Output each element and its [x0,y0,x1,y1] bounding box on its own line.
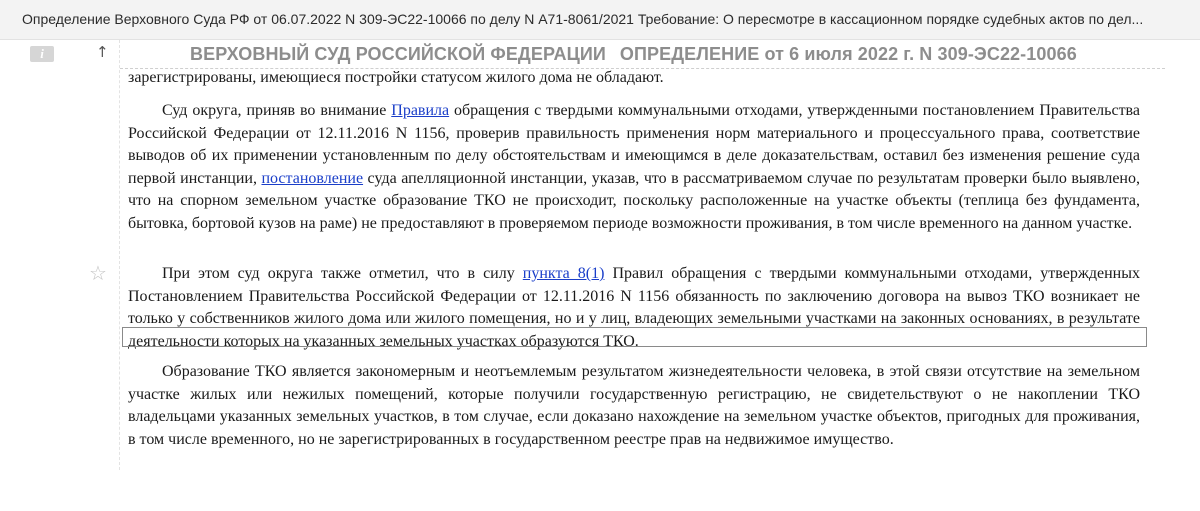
bottom-area [0,470,1200,511]
info-icon[interactable]: i [30,46,54,62]
p1-text-1: Суд округа, приняв во внимание [162,102,392,119]
court-name: ВЕРХОВНЫЙ СУД РОССИЙСКОЙ ФЕДЕРАЦИИ [190,44,606,64]
paragraph-3 [128,361,1140,451]
bookmark-star-icon[interactable]: ☆ [89,261,107,285]
p1-text-2: обращения с твердыми коммунальными отходами, утвержденными постановлением Правительства Российской Федерации от 12.11.2016 N 1156, проверив правильность применения норм материального и процессуального права, соответствие выводов об их применении установленным по делу обстоятельствам и имеющимся в деле доказательствам, оставил без изменения решение суда первой инстанции, [128,102,1141,187]
p2-text-1: При этом суд округа также отметил, что в силу [162,265,523,282]
paragraph-2 [128,263,1140,353]
rules-link[interactable]: Правила [391,102,450,119]
p2-text-2: Правил обращения с твердыми коммунальными отходами, утвержденных Постановлением Правительства Российской Федерации от 12.11.2016 N 1156 обязанность по заключению договора на вывоз ТКО возникает не только у собственников жилого дома или жилого помещения, но и у лиц, владеющих земельными участками на законных основаниях, в результате деятельности которых на указанных земельных участках образуются ТКО. [128,265,1140,350]
document-header [190,44,1077,65]
p1-text-3: суда апелляционной инстанции, указав, что в рассматриваемом случае по результатам проверки было выявлено, что на спорном земельном участке образование ТКО не происходит, поскольку расположенные на участке объекты (теплица без фундамента, бытовка, бортовой кузов на раме) не предоставляют в проверяемом периоде возможности проживания, в том числе временного на данном участке. [128,169,1140,232]
ruling-title: ОПРЕДЕЛЕНИЕ от 6 июля 2022 г. N 309-ЭС22-10066 [619,44,1077,64]
clipped-line-text: зарегистрированы, имеющиеся постройки статусом жилого дома не обладают. [128,69,664,86]
clause-8-1-link[interactable]: пункта 8(1) [522,265,605,282]
left-margin-toolbar [0,40,120,470]
p3-text-1: Образование ТКО является закономерным и неотъемлемым результатом жизнедеятельности человека, в этой связи отсутствие на земельном участке жилых или нежилых помещений, которые получили государственную регистрацию, не свидетельствуют о не накоплении ТКО владельцами указанных земельных участков, в том случае, если доказано нахождение на земельном участке объектов, пригодных для проживания, в том числе временного, но не зарегистрированных в государственном реестре прав на недвижимое имущество. [128,363,1140,448]
header-divider [120,68,1165,69]
paragraph-1 [128,100,1140,235]
arrow-up-icon[interactable]: ↑ [96,43,109,61]
document-title: Определение Верховного Суда РФ от 06.07.2022 N 309-ЭС22-10066 по делу N А71-8061/2021 Требование: О пересмотре в кассационном порядке судебных актов по дел... [22,11,1144,27]
document-title-bar [0,0,1200,40]
appeal-ruling-link[interactable]: постановление [261,169,364,187]
